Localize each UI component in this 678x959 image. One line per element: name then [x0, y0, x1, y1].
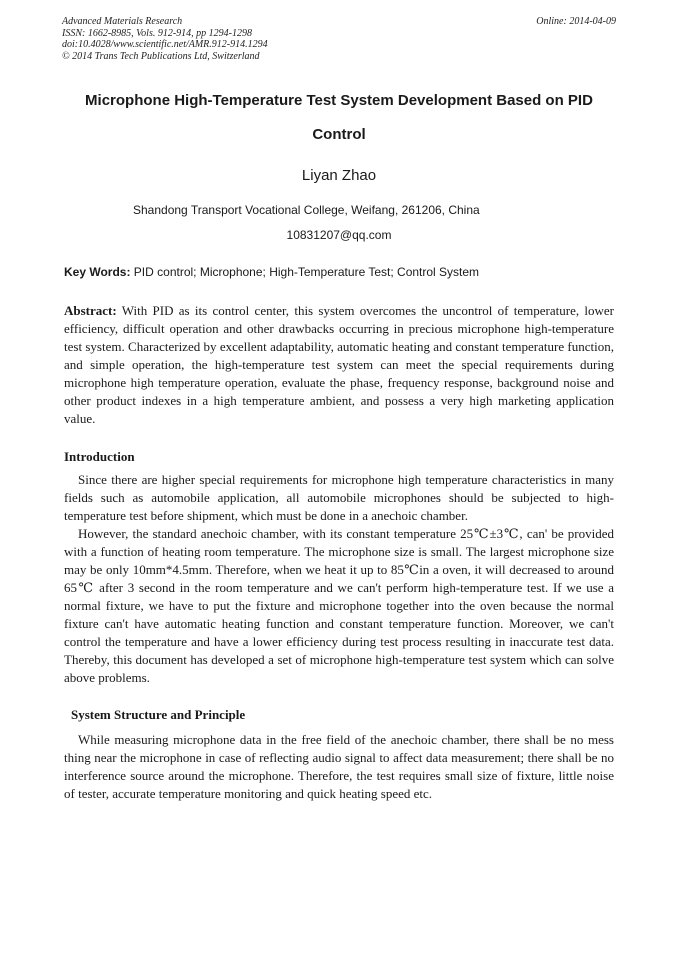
author-affiliation: Shandong Transport Vocational College, Weifang, 261206, China — [133, 203, 480, 217]
abstract-label: Abstract: — [64, 303, 117, 318]
keywords-text: PID control; Microphone; High-Temperature Test; Control System — [130, 265, 480, 279]
paper-title-line2: Control — [312, 126, 366, 143]
paper-title-line1: Microphone High-Temperature Test System Development Based on PID — [85, 92, 593, 109]
abstract — [64, 302, 614, 428]
online-date: Online: 2014-04-09 — [536, 16, 616, 27]
system-structure-body — [64, 731, 614, 803]
keywords — [64, 265, 624, 279]
keywords-label: Key Words: — [64, 265, 131, 279]
journal-name: Advanced Materials Research — [62, 16, 183, 27]
copyright-line: © 2014 Trans Tech Publications Ltd, Switzerland — [62, 50, 260, 62]
author-email: 10831207@qq.com — [286, 228, 392, 242]
introduction-paragraph-2: However, the standard anechoic chamber, with its constant temperature 25℃±3℃, can' be provided with a function of heating room temperature. The microphone size is small. The largest microphone size may be only 10mm*4.5mm. Therefore, when we heat it up to 85℃in a oven, it will decreased to around 65℃ after 3 second in the room temperature and we can't perform high-temperature test. If we use a normal fixture, we have to put the fixture and microphone together into the oven because the normal fixture can't have automatic heating function and constant temperature function. Moreover, we can't control the temperature and have a lower efficiency during test process resulting in inaccurate test data. Thereby, this document has developed a set of microphone high-temperature test system which can solve above problems. — [64, 526, 614, 685]
author-name: Liyan Zhao — [301, 167, 377, 184]
doi-line: doi:10.4028/www.scientific.net/AMR.912-914.1294 — [62, 39, 268, 51]
introduction-body — [64, 471, 614, 687]
abstract-text: With PID as its control center, this system overcomes the uncontrol of temperature, lower efficiency, difficult operation and other drawbacks occurring in precious microphone high-temperature test system. Characterized by excellent adaptability, automatic heating and constant temperature function, and simple operation, the high-temperature test system can meet the special requirements during microphone high temperature operation, evaluate the phase, frequency response, background noise and other product indexes in a high temperature ambient, and possess a very high marketing application value. — [64, 303, 614, 426]
issn-line: ISSN: 1662-8985, Vols. 912-914, pp 1294-1298 — [62, 27, 252, 39]
introduction-heading: Introduction — [64, 449, 135, 464]
journal-header — [62, 16, 442, 62]
introduction-paragraph-1: Since there are higher special requirements for microphone high temperature characteristics in many fields such as automobile application, all automobile microphones should be subjected to high-temperature test before shipment, which must be done in a anechoic chamber. — [64, 472, 614, 523]
system-structure-heading: System Structure and Principle — [71, 707, 246, 722]
system-structure-paragraph-1: While measuring microphone data in the free field of the anechoic chamber, there shall be no mess thing near the microphone in case of reflecting audio signal to affect data measurement; there shall be no interference source around the microphone. Therefore, the test requires small size of fixture, little noise of tester, accurate temperature monitoring and quick heating speed etc. — [64, 732, 614, 801]
